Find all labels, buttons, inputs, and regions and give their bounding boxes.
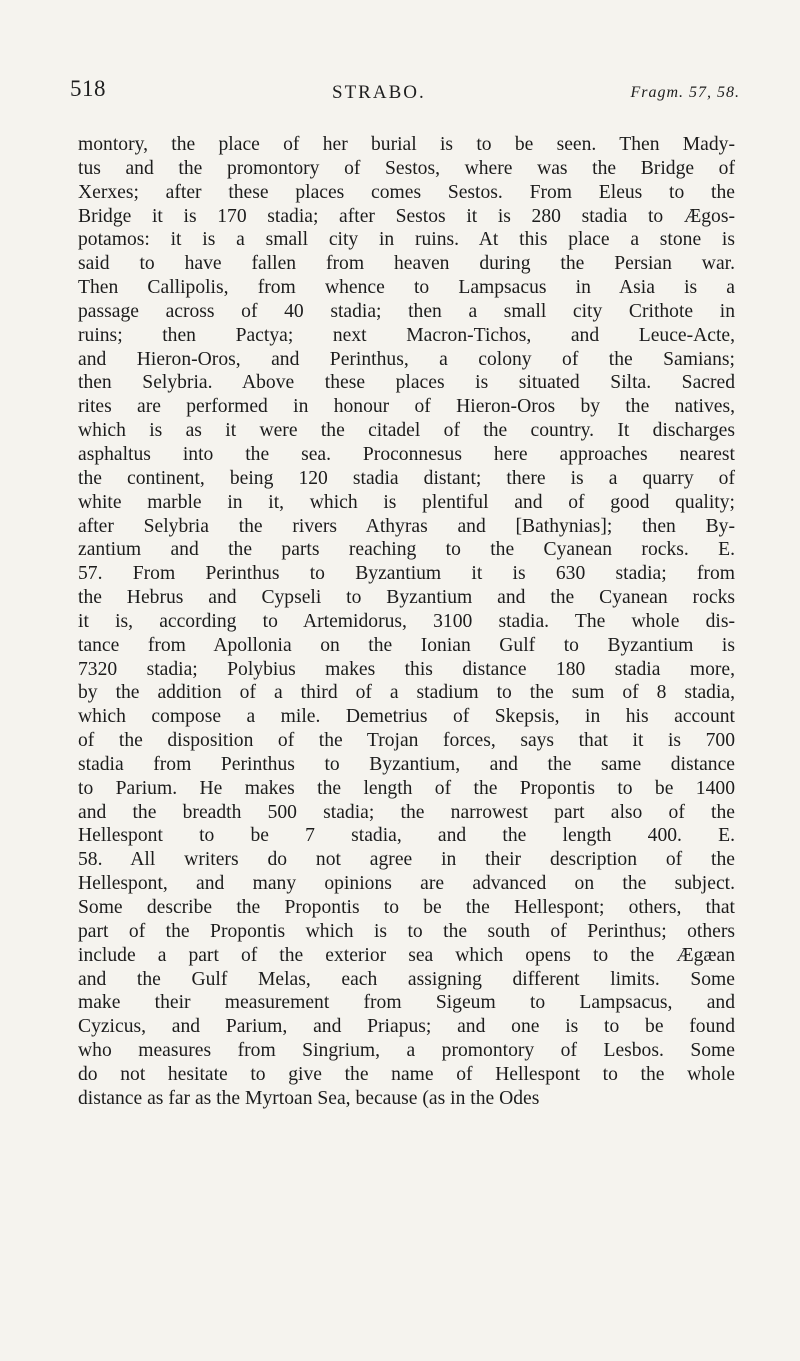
text-line: Hellespont, and many opinions are advanced on the subject. xyxy=(78,873,735,895)
text-line: potamos: it is a small city in ruins. At this place a stone is xyxy=(78,229,735,251)
text-line: and the breadth 500 stadia; the narrowest part also of the xyxy=(78,801,735,823)
text-line: which is as it were the citadel of the country. It discharges xyxy=(78,420,735,442)
text-line: to Parium. He makes the length of the Propontis to be 1400 xyxy=(78,777,735,799)
page-number: 518 xyxy=(70,76,106,101)
text-line: make their measurement from Sigeum to Lampsacus, and xyxy=(78,992,735,1014)
text-line: 57. From Perinthus to Byzantium it is 630 stadia; from xyxy=(78,563,735,585)
text-line: distance as far as the Myrtoan Sea, because (as in the Odes xyxy=(78,1087,540,1109)
text-line: and the Gulf Melas, each assigning different limits. Some xyxy=(78,968,735,990)
text-line: of the disposition of the Trojan forces, says that it is 700 xyxy=(78,730,735,752)
text-line: montory, the place of her burial is to be seen. Then Mady- xyxy=(78,134,735,155)
running-title: STRABO. xyxy=(332,82,426,103)
text-line: after Selybria the rivers Athyras and [Bathynias]; then By- xyxy=(78,515,735,537)
text-line: zantium and the parts reaching to the Cyanean rocks. E. xyxy=(78,539,735,561)
text-line: tance from Apollonia on the Ionian Gulf to Byzantium is xyxy=(78,634,735,656)
text-line: rites are performed in honour of Hieron-Oros by the natives, xyxy=(78,396,735,418)
text-line: the continent, being 120 stadia distant; there is a quarry of xyxy=(78,467,735,489)
text-line: said to have fallen from heaven during the Persian war. xyxy=(78,253,735,275)
text-line: do not hesitate to give the name of Hellespont to the whole xyxy=(78,1063,735,1085)
text-line: part of the Propontis which is to the south of Perinthus; others xyxy=(78,920,735,942)
text-line: passage across of 40 stadia; then a small city Crithote in xyxy=(78,300,735,322)
text-line: stadia from Perinthus to Byzantium, and the same distance xyxy=(78,753,735,775)
fragment-reference: Fragm. 57, 58. xyxy=(630,84,740,101)
text-line: and Hieron-Oros, and Perinthus, a colony of the Samians; xyxy=(78,348,735,370)
text-line: include a part of the exterior sea which opens to the Ægæan xyxy=(78,944,735,966)
text-line: Bridge it is 170 stadia; after Sestos it is 280 stadia to Ægos- xyxy=(78,205,735,227)
text-line: by the addition of a third of a stadium to the sum of 8 stadia, xyxy=(78,682,735,704)
text-line: who measures from Singrium, a promontory of Lesbos. Some xyxy=(78,1040,735,1062)
text-line: Then Callipolis, from whence to Lampsacus in Asia is a xyxy=(78,277,735,299)
text-line: asphaltus into the sea. Proconnesus here approaches nearest xyxy=(78,443,735,465)
text-line: the Hebrus and Cypseli to Byzantium and the Cyanean rocks xyxy=(78,587,735,609)
text-line: Some describe the Propontis to be the Hellespont; others, that xyxy=(78,897,735,918)
text-line: white marble in it, which is plentiful and of good quality; xyxy=(78,491,735,513)
text-line: ruins; then Pactya; next Macron-Tichos, and Leuce-Acte, xyxy=(78,324,735,346)
text-line: 7320 stadia; Polybius makes this distance 180 stadia more, xyxy=(78,658,735,680)
text-line: tus and the promontory of Sestos, where was the Bridge of xyxy=(78,157,735,179)
text-line: Hellespont to be 7 stadia, and the length 400. E. xyxy=(78,825,735,847)
text-line: Cyzicus, and Parium, and Priapus; and one is to be found xyxy=(78,1016,735,1038)
text-line: it is, according to Artemidorus, 3100 stadia. The whole dis- xyxy=(78,610,735,632)
text-line: 58. All writers do not agree in their description of the xyxy=(78,849,735,871)
text-line: which compose a mile. Demetrius of Skepsis, in his account xyxy=(78,706,735,728)
body-text xyxy=(78,133,735,1111)
running-head xyxy=(70,70,740,110)
text-line: then Selybria. Above these places is situated Silta. Sacred xyxy=(78,372,735,394)
text-line: Xerxes; after these places comes Sestos. From Eleus to the xyxy=(78,181,735,203)
